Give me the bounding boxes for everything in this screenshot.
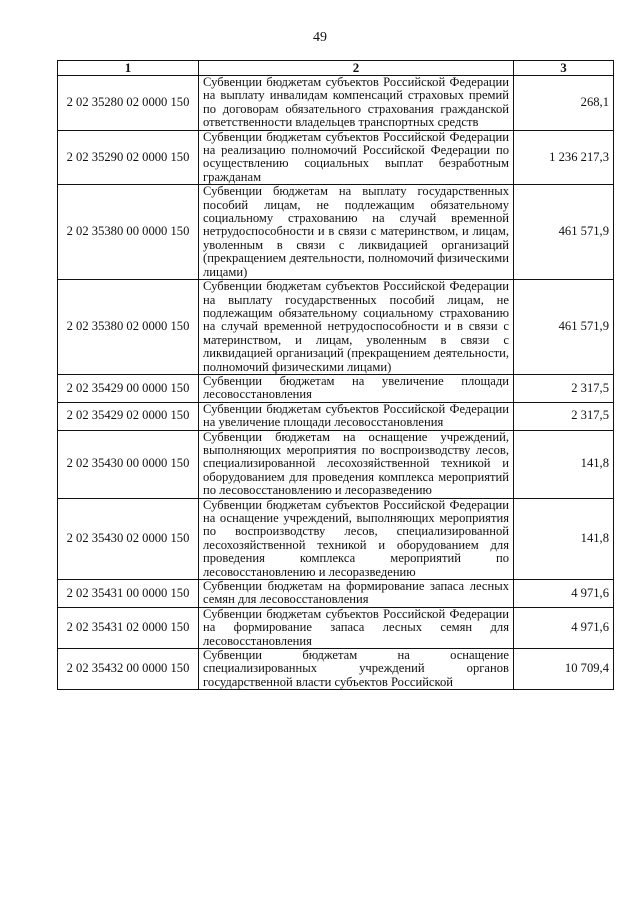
income-description: Субвенции бюджетам на оснащение специализированных учреждений органов государственной власти субъектов Российской: [199, 649, 514, 690]
budget-code: 2 02 35430 02 0000 150: [58, 498, 199, 579]
amount: 2 317,5: [514, 374, 614, 402]
page-number: 49: [313, 30, 327, 45]
budget-code: 2 02 35431 00 0000 150: [58, 580, 199, 608]
income-description: Субвенции бюджетам субъектов Российской Федерации на выплату инвалидам компенсаций страховых премий по договорам обязательного страхования гражданской ответственности владельцев транспортных средств: [199, 76, 514, 131]
table-row: [58, 430, 614, 498]
income-description: Субвенции бюджетам на увеличение площади лесовосстановления: [199, 374, 514, 402]
income-description: Субвенции бюджетам субъектов Российской Федерации на увеличение площади лесовосстановления: [199, 402, 514, 430]
budget-revenue-table: [57, 60, 614, 690]
amount: 461 571,9: [514, 185, 614, 280]
budget-code: 2 02 35432 00 0000 150: [58, 649, 199, 690]
amount: 461 571,9: [514, 280, 614, 375]
budget-code: 2 02 35380 02 0000 150: [58, 280, 199, 375]
amount: 141,8: [514, 430, 614, 498]
table-row: [58, 76, 614, 131]
amount: 1 236 217,3: [514, 130, 614, 185]
table-row: [58, 130, 614, 185]
income-description: Субвенции бюджетам на оснащение учреждений, выполняющих мероприятия по воспроизводству лесов, специализированной лесохозяйственной техникой и оборудованием для проведения комплекса мероприятий по лесовосстановлению и лесоразведению: [199, 430, 514, 498]
income-description: Субвенции бюджетам субъектов Российской Федерации на оснащение учреждений, выполняющих мероприятия по воспроизводству лесов, специализированной лесохозяйственной техникой и оборудованием для проведения комплекса мероприятий по лесовосстановлению и лесоразведению: [199, 498, 514, 579]
table-row: [58, 280, 614, 375]
table-row: [58, 607, 614, 648]
table-row: [58, 580, 614, 608]
table-row: [58, 649, 614, 690]
budget-code: 2 02 35280 02 0000 150: [58, 76, 199, 131]
table-header-row: [58, 61, 614, 76]
table-row: [58, 402, 614, 430]
column-header-code: 1: [58, 61, 199, 76]
amount: 141,8: [514, 498, 614, 579]
budget-code: 2 02 35429 00 0000 150: [58, 374, 199, 402]
budget-code: 2 02 35431 02 0000 150: [58, 607, 199, 648]
income-description: Субвенции бюджетам на формирование запаса лесных семян для лесовосстановления: [199, 580, 514, 608]
income-description: Субвенции бюджетам на выплату государственных пособий лицам, не подлежащим обязательному социальному страхованию на случай временной нетрудоспособности и в связи с материнством, и лицам, уволенным в связи с ликвидацией организаций (прекращением деятельности, полномочий физическими лицами): [199, 185, 514, 280]
column-header-amount: 3: [514, 61, 614, 76]
amount: 4 971,6: [514, 607, 614, 648]
column-header-description: 2: [199, 61, 514, 76]
amount: 268,1: [514, 76, 614, 131]
table-row: [58, 185, 614, 280]
budget-code: 2 02 35430 00 0000 150: [58, 430, 199, 498]
budget-code: 2 02 35429 02 0000 150: [58, 402, 199, 430]
table-row: [58, 374, 614, 402]
budget-code: 2 02 35380 00 0000 150: [58, 185, 199, 280]
budget-code: 2 02 35290 02 0000 150: [58, 130, 199, 185]
amount: 10 709,4: [514, 649, 614, 690]
amount: 4 971,6: [514, 580, 614, 608]
income-description: Субвенции бюджетам субъектов Российской Федерации на формирование запаса лесных семян для лесовосстановления: [199, 607, 514, 648]
amount: 2 317,5: [514, 402, 614, 430]
table-row: [58, 498, 614, 579]
income-description: Субвенции бюджетам субъектов Российской Федерации на реализацию полномочий Российской Федерации по осуществлению социальных выплат безработным гражданам: [199, 130, 514, 185]
income-description: Субвенции бюджетам субъектов Российской Федерации на выплату государственных пособий лицам, не подлежащим обязательному социальному страхованию на случай временной нетрудоспособности и в связи с материнством, и лицам, уволенным в связи с ликвидацией организаций (прекращением деятельности, полномочий физическими лицами): [199, 280, 514, 375]
